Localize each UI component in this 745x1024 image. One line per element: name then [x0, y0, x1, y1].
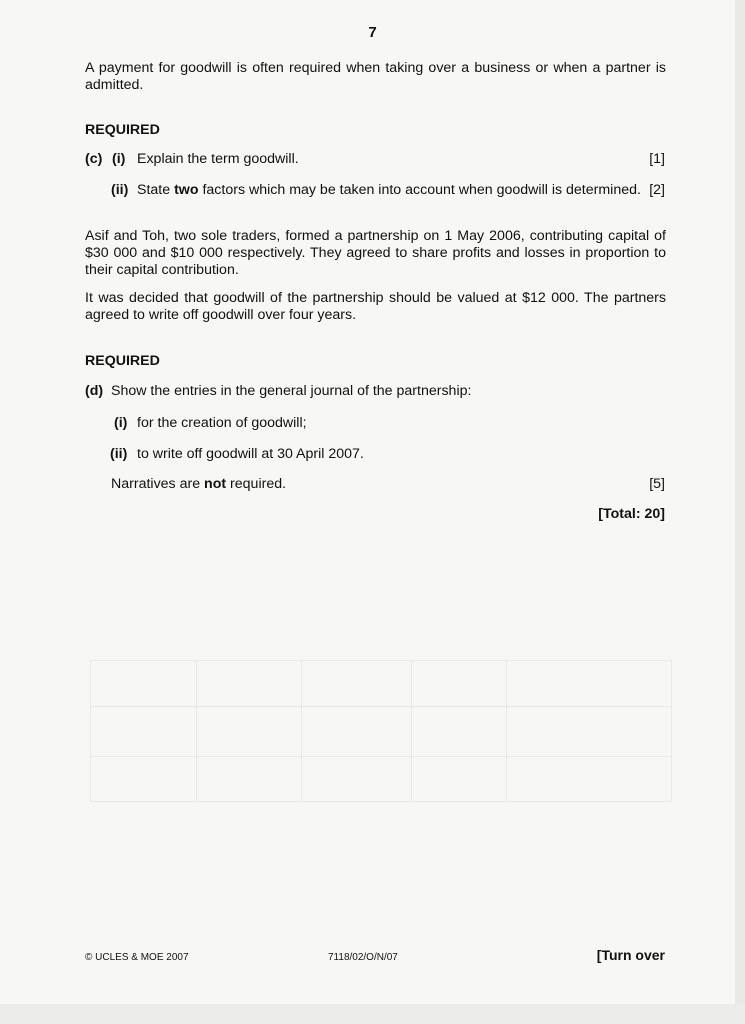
question-d-mark: [5]: [649, 476, 665, 492]
question-c-ii-text-after: factors which may be taken into account when goodwill is determined.: [198, 182, 641, 198]
intro-paragraph: A payment for goodwill is often required when taking over a business or when a partner is admitted.: [85, 60, 666, 93]
question-d-ii-text: to write off goodwill at 30 April 2007.: [137, 446, 364, 462]
question-d-label: (d): [85, 383, 104, 399]
question-d-text: Show the entries in the general journal of the partnership:: [111, 383, 472, 399]
scenario-paragraph-2: It was decided that goodwill of the partnership should be valued at $12 000. The partners agreed to write off goodwill over four years.: [85, 290, 666, 323]
question-c-ii-mark: [2]: [649, 182, 665, 198]
total-marks: [Total: 20]: [598, 506, 665, 522]
narratives-note: [111, 476, 286, 493]
question-d-i-label: (i): [114, 415, 128, 431]
question-d-ii-label: (ii): [110, 446, 128, 462]
page-number: 7: [368, 24, 377, 41]
narratives-note-bold: not: [204, 476, 227, 492]
footer-paper-code: 7118/02/O/N/07: [328, 952, 398, 963]
question-c-label: (c): [85, 151, 103, 167]
question-c-ii-text-before: State: [137, 182, 175, 198]
question-c-i-label: (i): [112, 151, 126, 167]
show-through-table: [90, 660, 672, 802]
question-c-ii-text: [137, 182, 641, 199]
question-d-i-text: for the creation of goodwill;: [137, 415, 307, 431]
narratives-note-before: Narratives are: [111, 476, 205, 492]
page-edge-bottom: [0, 1004, 745, 1024]
footer-turn-over: [Turn over: [596, 947, 665, 963]
required-heading-1: REQUIRED: [85, 122, 160, 138]
question-c-ii-label: (ii): [111, 182, 129, 198]
question-c-i-text: Explain the term goodwill.: [137, 151, 299, 167]
footer-copyright: © UCLES & MOE 2007: [85, 952, 189, 963]
scenario-paragraph-1: Asif and Toh, two sole traders, formed a partnership on 1 May 2006, contributing capital of $30 000 and $10 000 respectively. They agreed to share profits and losses in proportion to their capital contribution.: [85, 228, 666, 278]
question-c-ii-text-bold: two: [174, 182, 199, 198]
required-heading-2: REQUIRED: [85, 353, 160, 369]
question-c-i-mark: [1]: [649, 151, 665, 167]
narratives-note-after: required.: [226, 476, 287, 492]
page-edge-right: [735, 0, 745, 1024]
